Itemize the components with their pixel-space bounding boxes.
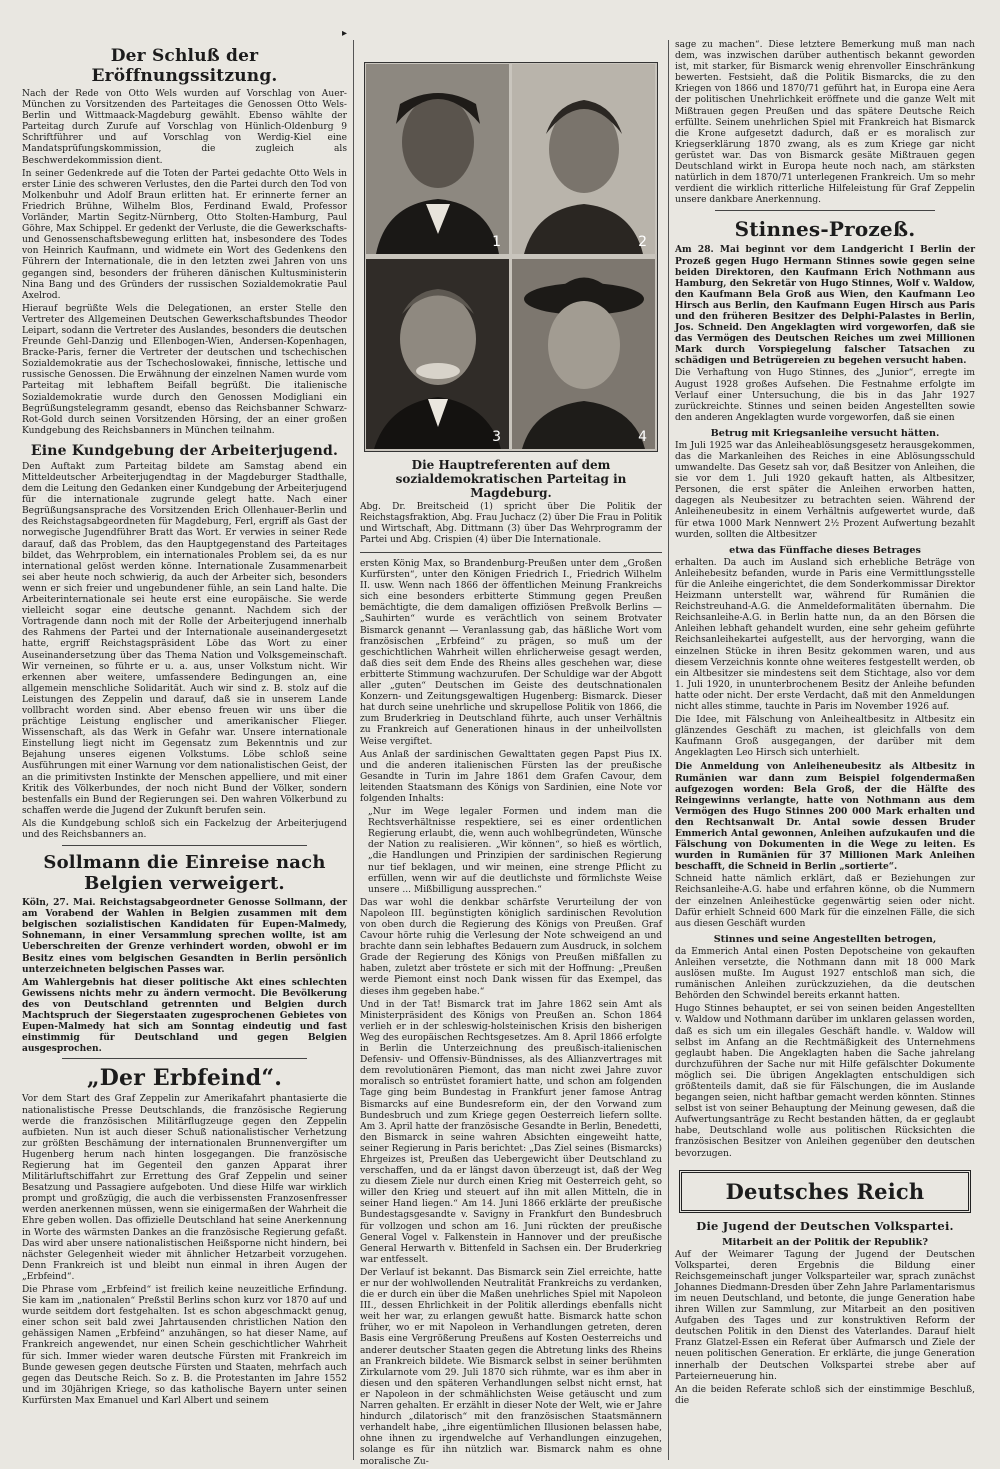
portrait-photo-4 xyxy=(512,259,655,449)
headline-sollmann: Sollmann die Einreise nach Belgien verweigert. xyxy=(43,852,326,895)
headline-erbfeind: „Der Erbfeind“. xyxy=(86,1065,283,1092)
paragraph: Und in der Tat! Bismarck trat im Jahre 1862 sein Amt als Ministerpräsident des Königs von Preußen an. Schon 1864 verlieh er in der schleswig-holsteinischen Krisis den bisherigen Weg des europäischen Rechtsgesetzes. Am 8. April 1866 erfolgte in Berlin die Unterzeichnung des preußisch-italienischen Defensiv- und Offensiv-Bündnisses, als des Allianzvertrages mit dem revolutionären Piemont, das man nicht zwei Jahre zuvor moralisch so entrüstet foramiert hatte, und schon am folgenden Tage ging beim Bundestag in Frankfurt jener famose Antrag Bismarcks auf eine Bundesreform ein, der den Vorwand zum Bundesbruch und zum Kriege gegen Oesterreich liefern sollte. Am 3. April hatte der französische Gesandte in Berlin, Benedetti, den Bismarck in seine wahren Absichten eingeweiht hatte, seiner Regierung in Paris berichtet: „Das Ziel seines (Bismarcks) Ehrgeizes ist, Preußen das Uebergewicht über Deutschland zu verschaffen, und da er längst davon überzeugt ist, daß der Weg zu diesem Ziele nur durch einen Krieg mit Oesterreich geht, so willer den Krieg und steuert auf ihn mit allen Mitteln, die in seiner Hand liegen.“ Am 14. Juni 1866 erklärte der preußische Bundestagsgesandte v. Savigny in Frankfurt den Bundesbruch für vollzogen und schon am 16. Juni rückten der preußische General Vogel v. Falkenstein in Hannover und der preußische General Herwarth v. Bittenfeld in Sachsen ein. Der Bruderkrieg war entfesselt. xyxy=(360,999,662,1265)
subheading: Mitarbeit an der Politik der Republik? xyxy=(722,1236,928,1248)
portrait-image xyxy=(512,64,655,254)
paragraph: Schneid hatte nämlich erklärt, daß er Beziehungen zur Reichsanleihe-A.G. habe und erfahren könne, ob die Nummern der einzelnen Anleihestücke gegenwärtig seien oder nicht. Dafür erhielt Schneid 600 Mark für die einzelnen Fälle, die sich aus diesen Geschäft wurden xyxy=(675,874,975,929)
paragraph: In seiner Gedenkrede auf die Toten der Partei gedachte Otto Wels in erster Linie des schweren Verlustes, den die Partei durch den Tod von Molkenbuhr und Adolf Braun erlitten hat. Er erinnerte ferner an Friedrich Brühne, Wilhelm Blos, Ferdinand Ewald, Professor Vorländer, Martin Segitz-Nürnberg, Otto Stolten-Hamburg, Paul Göhre, Max Schippel. Er gedenkt der Verluste, die die Gewerkschafts- und Genossenschaftsbewegung erlitten hat, insbesondere des Todes von Heinrich Kaufmann, und widmete ein Wort des Gedenkens den Führern der Internationale, die in den letzten zwei Jahren von uns gegangen sind, besonders der früheren dänischen Kultusministerin Nina Bang und des Gründers der russischen Sozialdemokratie Paul Axelrod. xyxy=(22,168,347,301)
portrait-photo-2 xyxy=(512,64,655,254)
divider xyxy=(715,210,935,211)
divider xyxy=(62,845,307,846)
column-rule xyxy=(668,40,669,1460)
paragraph: Vor dem Start des Graf Zeppelin zur Amerikafahrt phantasierte die nationalistische Presse Deutschlands, die französische Regierung werde die französischen Militärflugzeuge gegen den Zeppelin aufbieten. Nun ist auch dieser Schuß nationalistischer Verhetzung zur größten Beschämung der internationalen Brunnenvergifter um Hugenberg herum nach hinten losgegangen. Die französische Regierung hat im Gegenteil den ganzen Apparat ihrer Militärluftschiffahrt zur Errettung des Graf Zeppelin und seiner Besatzung und Passagiere aufgeboten. Und diese Hilfe war wirklich prompt und großzügig, die auch die verbissensten Franzosenfresser werden anerkennen müssen, wenn sie einigermaßen der Wahrheit die Ehre geben wollen. Das offizielle Deutschland hat seine Anerkennung in Worte des wärmsten Dankes an die französische Regierung gefaßt. Das wird aber unsere nationalistischen Heißsporne nicht hindern, bei nächster Gelegenheit wieder mit ähnlicher Hetzarbeit vorzugehen. Denn Frankreich ist und bleibt nun einmal in ihren Augen der „Erbfeind“. xyxy=(22,1094,347,1282)
section-box xyxy=(679,1170,971,1213)
photo-caption-title: Die Hauptreferenten auf dem sozialdemokratischen Parteitag in Magdeburg. xyxy=(395,458,627,500)
paragraph: Köln, 27. Mai. Reichstagsabgeordneter Genosse Sollmann, der am Vorabend der Wahlen in Belgien zusammen mit dem belgischen sozialistischen Kandidaten für Eupen-Malmedy, Sohnemann, in einer Versammlung sprechen wollte, ist am Ueberschreiten der Grenze verhindert worden, obwohl er im Besitz eines vom belgischen Gesandten in Berlin persönlich unterzeichneten belgischen Passes war. xyxy=(22,897,347,975)
paragraph: Den Auftakt zum Parteitag bildete am Samstag abend ein Mitteldeutscher Arbeiterjugendtag in der Magdeburger Stadthalle, dem die Leitung den Gedanken einer Kundgebung der Arbeiterjugend für die internationale zugrunde gelegt hatte. Nach einer Begrüßungsansprache des Vorsitzenden Erich Ollenhauer-Berlin und des Reichstagsabgeordneten für Magdeburg, Ferl, ergriff als Gast der norwegische Jugendführer Bratt das Wort. Er verwies in seiner Rede darauf, daß das Problem, das den Hauptgegenstand des Parteitages bildet, das Wehrproblem, ein internationales Problem sei, da es nur international gelöst werden könne. Internationale Zusammenarbeit sei aber heute noch schwierig, da auch der Arbeiter sich, besonders wenn er sich freier und ungebundener fühle, an sein Land halte. Die Arbeiterinternationale sei heute erst eine europäische. Sie werde vielleicht sogar eine deutsche genannt. Nachdem sich der Vortragende dann noch mit der Rolle der Arbeiterjugend innerhalb des Rahmens der Partei und der Internationale auseinandergesetzt hatte, ergriff Reichstagspräsident Löbe das Wort zu einer Auseinandersetzung über das Thema Nation und Volksgemeinschaft. Wir verneinen, so führte er u. a. aus, unser Volkstum nicht. Wir erkennen aber weitere, umfassendere Bedingungen an, eine allgemein menschliche Solidarität. Auch wir sind z. B. stolz auf die Leistungen des Zeppelin und darauf, daß sie in unserem Lande vollbracht worden sind. Aber ebenso freuen wir uns über die prächtige Leistung englischer und amerikanischer Flieger. Wissenschaft, als das Werk in Gefahr war. Unsere internationale Einstellung liegt nicht im Gegensatz zum Bekenntnis und zur Bejahung unseres eigenen Volkstums. Löbe schloß seine Ausführungen mit einer Warnung vor dem nationalistischen Geist, der an die primitivsten Instinkte der Menschen appelliere, und mit einer Kritik des Völkerbundes, der noch nicht Bund der Völker, sondern bestenfalls ein Bund der Regierungen sei. Den wahren Völkerbund zu schaffen werde die Jugend der Zukunft berufen sein. xyxy=(22,461,347,816)
paragraph: Als die Kundgebung schloß sich ein Fackelzug der Arbeiterjugend und des Reichsbanners an. xyxy=(22,818,347,840)
paragraph: ersten König Max, so Brandenburg-Preußen unter dem „Großen Kurfürsten“, unter den Königen Friedrich I., Friedrich Wilhelm II. usw. Wenn nach 1866 der öffentlichen Meinung Frankreichs sich eine besonders erbitterte Stimmung gegen Preußen bemächtigte, die dem damaligen offiziösen Preßvolk Berlins — „Sauhirten“ wurde es verächtlich von seinem Brotvater Bismarck genannt — Veranlassung gab, das häßliche Wort vom französischen „Erbfeind“ zu prägen, so muß um der geschichtlichen Wahrheit willen ehrlicherweise gesagt werden, daß dies seit dem Ende des Rheins alles geschehen war, diese erbitterte Stimmung wachzurufen. Der Schuldige war der Abgott aller „guten“ Deutschen im Geiste des deutschnationalen Konzern- und Zeitungsgewaltigen Hugenberg: Bismarck. Dieser hat durch seine unehrliche und skrupellose Politik von 1866, die zum Bruderkrieg in Deutschland führte, auch unser Verhältnis zu Frankreich auf Generationen hinaus in der unheilvollsten Weise vergiftet. xyxy=(360,559,662,747)
column-left xyxy=(22,40,347,1460)
photo-number: 4 xyxy=(638,429,647,445)
subheading: etwa das Fünffache dieses Betrages xyxy=(729,544,921,556)
paragraph: Die Verhaftung von Hugo Stinnes, des „Junior“, erregte im August 1928 großes Aufsehen. Die Festnahme erfolgte im Verlauf einer Untersuchung, die bis in das Jahr 1927 zurückreichte. Stinnes und seinen beiden Angestellten sowie den anderen Angeklagten wurde vorgeworfen, daß sie einen xyxy=(675,368,975,423)
paragraph: Das war wohl die denkbar schärfste Verurteilung der von Napoleon III. begünstigten königlich sardinischen Revolution von oben durch die Regierung des Königs von Preußen. Graf Cavour hörte ruhig die Verlesung der Note schweigend an und brachte dann sein lebhaftes Bedauern zum Ausdruck, in solchem Grade der Regierung des Königs von Preußen mißfallen zu haben, zuletzt aber tröstete er sich mit der Hoffnung: „Preußen werde Piemont einst noch Dank wissen für das Exempel, das dieses ihm gegeben habe.“ xyxy=(360,897,662,997)
paragraph: sage zu machen“. Diese letztere Bemerkung muß man nach dem, was inzwischen darüber authentisch bekannt geworden ist, mit starker, für Bismarck wenig ehrenvoller Einschränkung bewerten. Festsieht, daß die Politik Bismarcks, die zu den Kriegen von 1866 und 1870/71 geführt hat, in Europa eine Aera der politischen Unehrlichkeit eröffnete und die ganze Welt mit Mißtrauen gegen Preußen und das spätere Deutsche Reich erfüllte. Seinem unehrlichen Spiel mit Frankreich hat Bismarck die Krone aufgesetzt dadurch, daß er es moralisch zur Kriegserklärung 1870 zwang, als es zum Kriege gar nicht gerüstet war. Das von Bismarck gesäte Mißtrauen gegen Deutschland wirkt in Europa heute noch nach, am stärksten natürlich in dem 1870/71 unterlegenen Frankreich. Um so mehr verdient die wirklich ritterliche Hilfeleistung für Graf Zeppelin unsere dankbare Anerkennung. xyxy=(675,40,975,206)
photo-number: 2 xyxy=(638,234,647,250)
portrait-image xyxy=(366,259,509,449)
quote-paragraph: „Nur im Wege legaler Formen und indem man die Rechtsverhältnisse respektiere, sei es einer ordentlichen Regierung erlaubt, die, wenn auch wohlbegründeten, Wünsche der Nation zu realisieren. „Wir können“, so hieß es wörtlich, „die Handlungen und Prinzipien der sardinischen Regierung nur tief beklagen, und wir meinen, eine strenge Pflicht zu erfüllen, wenn wir auf die deutlichste und förmlichste Weise unsere ... Mißbilligung aussprechen.“ xyxy=(368,807,662,895)
portrait-grid xyxy=(364,62,658,452)
paragraph: Die Idee, mit Fälschung von Anleihealtbesitz in Altbesitz ein glänzendes Geschäft zu machen, ist gleichfalls von dem Kaufmann Groß ausgegangen, der darüber mit dem Angeklagten Leo Hirsch sich unterhielt. xyxy=(675,715,975,759)
photo-number: 3 xyxy=(492,429,501,445)
paragraph: Der Verlauf ist bekannt. Das Bismarck sein Ziel erreichte, hatte er nur der wohlwollenden Neutralität Frankreichs zu verdanken, die er durch ein über die Maßen unehrliches Spiel mit Napoleon III., dessen Ehrlichkeit in der Politik allerdings ebenfalls nicht weit her war, zu erlangen gewußt hatte. Bismarck hatte schon früher, wo er mit Napoleon in Verhandlungen getreten, deren Basis eine Vergrößerung Preußens auf Kosten Oesterreichs und anderer deutscher Staaten gegen die Abtretung links des Rheins an Frankreich bildete. Wie Bismarck selbst in seiner berühmten Zirkularnote vom 29. Juli 1870 sich rühmte, war es ihm aber in diesen und den späteren Verhandlungen selbst nicht ernst, hat er Napoleon in der schmählichsten Weise getäuscht und zum Narren gehalten. Er erzählt in dieser Note der Welt, wie er Jahre hindurch „dilatorisch“ mit den französischen Staatsmännern verhandelt habe, „ihre eigentümlichen Illusionen belassen habe, ohne ihnen zu irgendwelche auf Verhandlungen einzugehen, solange es für ihn nützlich war. Bismarck nahm es ohne moralische Zu- xyxy=(360,1267,662,1467)
portrait-photo-3 xyxy=(366,259,509,449)
paragraph: Am 28. Mai beginnt vor dem Landgericht I Berlin der Prozeß gegen Hugo Hermann Stinnes sowie gegen seine beiden Direktoren, den Kaufmann Erich Nothmann aus Hamburg, den Sekretär von Hugo Stinnes, Wolf v. Waldow, den Kaufmann Bela Groß aus Wien, den Kaufmann Leo Hirsch aus Berlin, den Kaufmann Eugen Hirsch aus Paris und den früheren Besitzer des Delphi-Palastes in Berlin, Jos. Schneid. Den Angeklagten wird vorgeworfen, daß sie das Vermögen des Deutschen Reiches um zwei Millionen Mark durch Vorspiegelung falscher Tatsachen zu schädigen und Betrügereien zu begehen versucht haben. xyxy=(675,244,975,367)
headline-volkspartei: Die Jugend der Deutschen Volkspartei. xyxy=(696,1218,954,1233)
divider xyxy=(360,552,662,553)
paragraph: Im Juli 1925 war das Anleiheablösungsgesetz herausgekommen, das die Markanleihen des Reiches in eine Ablösungsschuld umwandelte. Das Gesetz sah vor, daß Besitzer von Anleihen, die sie vor dem 1. Juli 1920 gekauft hatten, als Altbesitzer, Personen, die erst später die Anleihen erworben hatten, dagegen als Neubesitzer zu betrachten seien. Während der Anleiheneubesitz in einem Verhältnis aufgewertet wurde, daß für etwa 1000 Mark Nennwert 2½ Prozent Aufwertung bezahlt wurden, sollten die Altbesitzer xyxy=(675,440,975,540)
divider xyxy=(62,1058,307,1059)
section-title: Deutsches Reich xyxy=(725,1178,925,1204)
paragraph: da Emmerich Antal einen Posten Depotscheine von gekauften Anleihen versetzte, die Nothmann dann mit 18 000 Mark auslösen mußte. Im August 1927 entschloß man sich, die rumänischen Anleihen zurückzuziehen, da die deutschen Behörden den Schwindel bereits erkannt hatten. xyxy=(675,946,975,1002)
headline-eroeffnung: Der Schluß der Eröffnungssitzung. xyxy=(91,46,278,86)
paragraph: erhalten. Da auch im Ausland sich erhebliche Beträge von Anleihebesitz befanden, wurde in Paris eine Vermittlungsstelle für die Anleihe eingerichtet, die dem Sonderkommissar Direktor Heizmann unterstellt war, während für Rumänien die Reichstreuhand-A.G. die Anmeldeformalitäten übernahm. Die Reichsanleihe-A.G. in Berlin hatte nun, da an den Börsen die Anleihen lebhaft gehandelt wurden, eine sehr geheim geführte Reichsanleihekartei aufgestellt, aus der hervorging, wann die einzelnen Stücke in ihren Besitz gekommen waren, und aus diesem Verzeichnis konnte ohne weiteres festgestellt werden, ob ein Altbesitzer sie mindestens seit dem Stichtage, also vor dem 1. Juli 1920, in ununterbrochenem Besitz der Anleihe befunden hatte oder nicht. Der erste Verdacht, daß mit den Anmeldungen nicht alles stimme, tauchte in Paris im November 1926 auf. xyxy=(675,557,975,712)
paragraph: Hugo Stinnes behauptet, er sei von seinen beiden Angestellten v. Waldow und Nothmann darüber im unklaren gelassen worden, daß es sich um ein illegales Geschäft handle. v. Waldow will selbst im Anfang an die Rechtmäßigkeit des Unternehmens geglaubt haben. Die Angeklagten haben die Sache jahrelang durchzuführen der Sache nur mit Hilfe gefälschter Dokumente möglich sei. Die übrigen Angeklagten entschuldigen sich größtenteils damit, daß sie für Fälschungen, die im Auslande begangen seien, nicht haftbar gemacht werden könnten. Stinnes selbst ist von seiner Behauptung der Meinung gewesen, daß die Aufwertungsanträge zu Recht bestanden hätten, da er geglaubt habe, Deutschland wolle aus politischen Rücksichten die französischen Besitzer von Anleihen gegenüber den deutschen bevorzugen. xyxy=(675,1004,975,1159)
page-mark: ▸ xyxy=(342,28,348,39)
paragraph: Die Anmeldung von Anleiheneubesitz als Altbesitz in Rumänien war dann zum Beispiel folgendermaßen aufgezogen worden: Bela Groß, der die Hälfte des Reingewinns verlangte, hatte von Nothmann aus dem Vermögen des Hugo Stinnes 200 000 Mark erhalten und den Rechtsanwalt Dr. Antal sowie dessen Bruder Emmerich Antal gewonnen, Anleihen aufzukaufen und die Fälschung von Dokumenten in die Wege zu leiten. Es wurden in Rumänien für 37 Millionen Mark Anleihen beschafft, die Schneid in Berlin „sortierte“. xyxy=(675,761,975,873)
paragraph: Hierauf begrüßte Wels die Delegationen, an erster Stelle den Vertreter des Allgemeinen Deutschen Gewerkschaftsbundes Theodor Leipart, sodann die Vertreter des Auslandes, besonders die deutschen Freunde Gehl-Danzig und Ellenbogen-Wien, Andersen-Kopenhagen, Bracke-Paris, ferner die Vertreter der deutschen und tschechischen Sozialdemokratie aus der Tschechoslowakei, finnische, lettische und russische Genossen. Die Erwähnung der einzelnen Namen wurde vom Parteitag mit lebhaftem Beifall begrüßt. Die italienische Sozialdemokratie wurde durch den Genossen Modigliani ein Begrüßungstelegramm gesandt, ebenso das Reichsbanner Schwarz-Rot-Gold durch seinen Vorsitzenden Hörsing, der an einer großen Kundgebung des Reichsbanners in München teilnahm. xyxy=(22,303,347,436)
paragraph: Am Wahlergebnis hat dieser politische Akt eines schlechten Gewissens nichts mehr zu ändern vermocht. Die Bevölkerung des von Deutschland getrennten und Belgien durch Machtspruch der Siegerstaaten zugesprochenen Gebietes von Eupen-Malmedy hat sich am Sonntag eindeutig und fast einstimmig für Deutschland und gegen Belgien ausgesprochen. xyxy=(22,976,347,1055)
subheading: Stinnes und seine Angestellten betrogen, xyxy=(713,933,937,945)
headline-arbeiterjugend: Eine Kundgebung der Arbeiterjugend. xyxy=(30,442,339,459)
portrait-image xyxy=(366,64,509,254)
headline-stinnes: Stinnes-Prozeß. xyxy=(734,217,916,242)
paragraph: Aus Anlaß der sardinischen Gewalttaten gegen Papst Pius IX. und die anderen italienischen Fürsten las der preußische Gesandte in Turin im Jahre 1861 dem Grafen Cavour, dem leitenden Staatsmann des Königs von Sardinien, eine Note vor folgenden Inhalts: xyxy=(360,749,662,804)
portrait-photo-1 xyxy=(366,64,509,254)
column-right xyxy=(675,40,975,1460)
paragraph: Die Phrase vom „Erbfeind“ ist freilich keine neuzeitliche Erfindung. Sie kam im „nationalen“ Preßstil Berlins schon kurz vor 1870 auf und wurde seitdem dort festgehalten. Ist es schon abgeschmackt genug, einer schon seit bald zwei Jahrtausenden christlichen Nation den gehässigen Namen „Erbfeind“ anzuhängen, so hat dieser Name, auf Frankreich angewendet, nur einen Schein geschichtlicher Wahrheit für sich. Immer wieder waren deutsche Fürsten mit Frankreich im Bunde gewesen gegen deutsche Fürsten und Staaten, mehrfach auch gegen das Deutsche Reich. So z. B. die Protestanten im Jahre 1552 und im 30jährigen Kriege, so das katholische Bayern unter seinen Kurfürsten Max Emanuel und Karl Albert und seinem xyxy=(22,1285,347,1406)
paragraph: Nach der Rede von Otto Wels wurden auf Vorschlag von Auer-München zu Vorsitzenden des Parteitages die Genossen Otto Wels-Berlin und Wittmaack-Magdeburg gewählt. Ebenso wählte der Parteitag durch Zurufe auf Vorschlag von Hünlich-Oldenburg 9 Schriftführer und auf Vorschlag von Werdig-Kiel eine Mandatsprüfungskommission, die zugleich als Beschwerdekommission dient. xyxy=(22,89,347,166)
subheading: Betrug mit Kriegsanleihe versucht hätten. xyxy=(710,427,940,439)
column-rule xyxy=(353,40,354,1460)
photo-number: 1 xyxy=(492,234,501,250)
paragraph: Auf der Weimarer Tagung der Jugend der Deutschen Volkspartei, deren Ergebnis die Bildung einer Reichsgemeinschaft junger Volksparteiler war, sprach zunächst Johannes Diedmann-Dresden über Zehn Jahre Parlamentarismus im neuen Deutschland, und betonte, die junge Generation habe ihren Willen zur Sammlung, zur Mitarbeit an den positiven Aufgaben des Tages und zur konstruktiven Reform der deutschen Politik in den Dienst des Vaterlandes. Darauf hielt Franz Glatzel-Essen ein Referat über Aufmarsch und Ziele der neuen politischen Generation. Er erklärte, die junge Generation innerhalb der Deutschen Volkspartei strebe aber auf Parteierneuerung hin. xyxy=(675,1249,975,1382)
column-middle xyxy=(360,40,662,1467)
portrait-image xyxy=(512,259,655,449)
photo-caption: Abg. Dr. Breitscheid (1) spricht über Die Politik der Reichstagsfraktion, Abg. Frau Juchacz (2) über Die Frau in Politik und Wirtschaft, Abg. Dittmann (3) über Das Wehrprogramm der Partei und Abg. Crispien (4) über Die Internationale. xyxy=(360,502,662,545)
paragraph: An die beiden Referate schloß sich der einstimmige Beschluß, die xyxy=(675,1384,975,1406)
